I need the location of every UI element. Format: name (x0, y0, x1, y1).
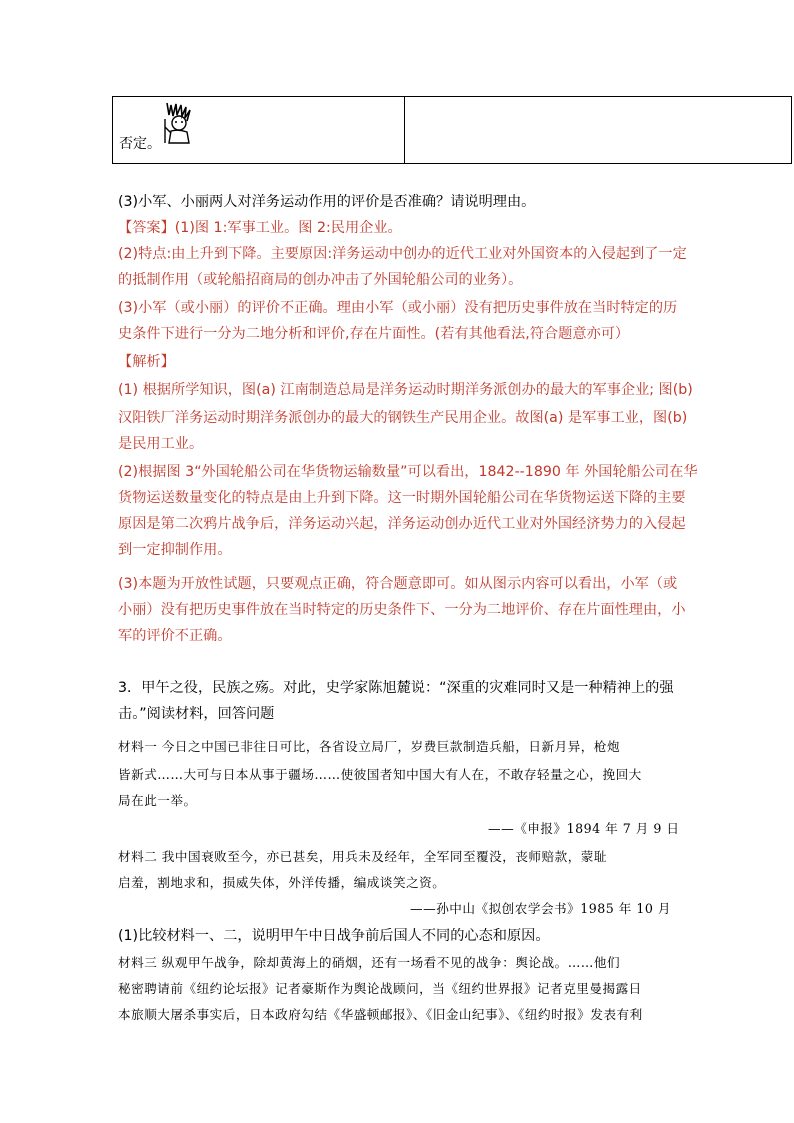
analysis-line: 原因是第二次鸦片战争后，洋务运动兴起，洋务运动创办近代工业对外国经济势力的入侵起 (118, 516, 686, 532)
answer-table (112, 96, 792, 164)
material-3-line-1: 材料三 纵观甲午战争，除却黄海上的硝烟，还有一场看不见的战争：舆论战。……他们 (118, 955, 621, 970)
analysis-line: 军的评价不正确。 (118, 628, 232, 644)
table-left-text: 否定。 (119, 136, 161, 152)
analysis-line: (1) 根据所学知识，图(a) 江南制造总局是洋务运动时期洋务派创办的最大的军事企业; 图(b) (118, 382, 693, 398)
table-left-cell (113, 97, 405, 163)
analysis-line: 是民用工业。 (118, 436, 204, 452)
analysis-line: (2)根据图 3“外国轮船公司在华货物运输数量”可以看出，1842--1890 年 外国轮船公司在华 (118, 464, 698, 480)
answer-part-1: (1)图 1:军事工业。图 2:民用企业。 (174, 220, 402, 236)
material-1-source: ——《申报》1894 年 7 月 9 日 (488, 821, 680, 836)
answer-line-5: 史条件下进行一分为二地分析和评价,存在片面性。(若有其他看法,符合题意亦可） (118, 326, 630, 342)
analysis-line: 货物运送数量变化的特点是由上升到下降。这一时期外国轮船公司在华货物运送下降的主要 (118, 490, 686, 506)
answer-line-1 (118, 218, 678, 238)
material-2-line-1: 材料二 我中国衰败至今，亦已甚矣，用兵未及经年，全军同至覆没，丧师赔款，蒙耻 (118, 849, 607, 864)
material-3-line-3: 本旅顺大屠杀事实后，日本政府勾结《华盛顿邮报》、《旧金山纪事》、《纽约时报》发表有利 (118, 1007, 643, 1022)
analysis-line: (3)本题为开放性试题，只要观点正确，符合题意即可。如从图示内容可以看出，小军（或 (118, 576, 678, 592)
material-2-source: ——孙中山《拟创农学会书》1985 年 10 月 (410, 901, 671, 916)
analysis-line: 小丽）没有把历史事件放在当时特定的历史条件下、一分为二地评价、存在片面性理由，小 (118, 602, 686, 618)
material-1-line-1: 材料一 今日之中国已非往日可比，各省设立局厂，岁费巨款制造兵船，日新月异，枪炮 (118, 739, 621, 754)
analysis-line: 到一定抑制作用。 (118, 542, 232, 558)
analysis-label: 【解析】 (118, 354, 175, 370)
question-3-text: (3)小军、小丽两人对洋务运动作用的评价是否准确？请说明理由。 (118, 194, 536, 210)
answer-line-3: 的抵制作用（或轮船招商局的创办冲击了外国轮船公司的业务）。 (118, 272, 523, 288)
answer-line-4: (3)小军（或小丽）的评价不正确。理由小军（或小丽）没有把历史事件放在当时特定的历 (118, 300, 678, 316)
material-1-line-3: 局在此一举。 (118, 793, 197, 808)
table-right-cell (405, 97, 791, 163)
material-3-line-2: 秘密聘请前《纽约论坛报》记者豪斯作为舆论战顾问，当《纽约世界报》记者克里曼揭露日 (118, 981, 642, 996)
answer-line-2: (2)特点:由上升到下降。主要原因:洋务运动中创办的近代工业对外国资本的入侵起到了一定 (118, 246, 687, 262)
analysis-line: 汉阳铁厂洋务运动时期洋务派创办的最大的钢铁生产民用企业。故图(a) 是军事工业，图(b) (118, 410, 688, 426)
question-main-line-2: 击。”阅读材料，回答问题 (118, 706, 275, 722)
sub-question-1: (1)比较材料一、二，说明甲午中日战争前后国人不同的心态和原因。 (118, 928, 550, 944)
material-2-line-2: 启羞，割地求和，损威失体，外洋传播，编成谈笑之资。 (118, 875, 446, 890)
material-1-line-2: 皆新式……大可与日本从事于疆场……使彼国者知中国大有人在，不敢存轻量之心，挽回大 (118, 767, 642, 782)
answer-label: 【答案】 (118, 220, 175, 236)
question-main-line-1: 3．甲午之役，民族之殇。对此，史学家陈旭麓说：“深重的灾难同时又是一种精神上的强 (118, 680, 674, 696)
cartoon-girl-icon (159, 101, 199, 145)
